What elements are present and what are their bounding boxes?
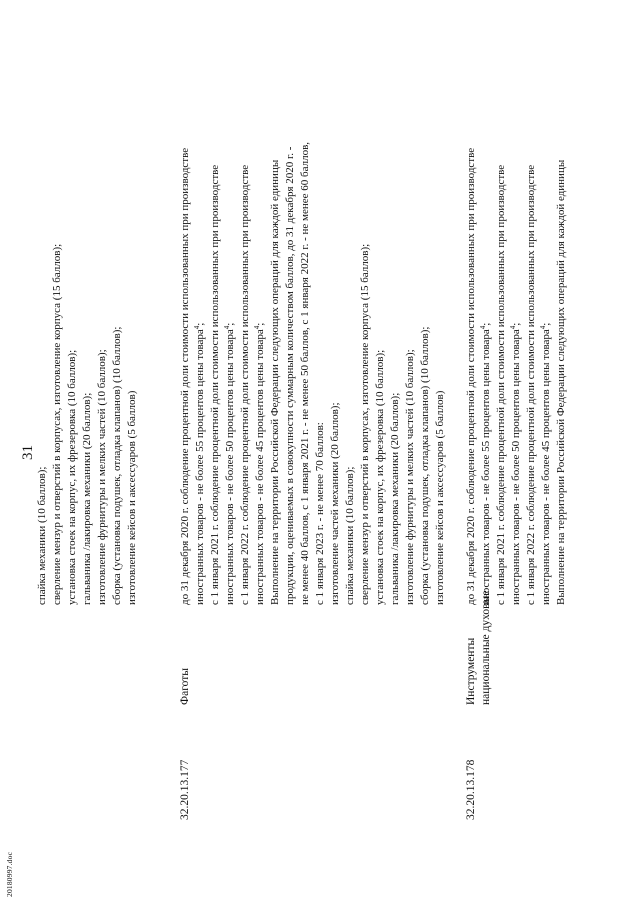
text-line: до 31 декабря 2020 г. соблюдение процентной доли стоимости использованных при производстве xyxy=(179,147,191,605)
footnote-ref: 4 xyxy=(223,325,231,330)
text-line: установка стоек на корпус, их фрезеровка (10 баллов); xyxy=(66,349,78,605)
product-name-line: национальные духовые xyxy=(480,590,492,705)
text-line: спайка механики (10 баллов); xyxy=(344,466,356,605)
text-line: изготовление фурнитуры и мелких частей (10 баллов); xyxy=(404,349,416,605)
text-line: сверление мензур и отверстий в корпусах, изготовление корпуса (15 баллов); xyxy=(359,243,371,605)
text-line: сборка (установка подушек, отладка клапанов) (10 баллов); xyxy=(111,326,123,605)
text-line: сборка (установка подушек, отладка клапанов) (10 баллов); xyxy=(419,326,431,605)
text-line: установка стоек на корпус, их фрезеровка (10 баллов); xyxy=(374,349,386,605)
continuation-text xyxy=(35,25,140,605)
product-name: Фаготы xyxy=(179,668,191,705)
text-line: с 1 января 2022 г. соблюдение процентной доли стоимости использованных при производстве xyxy=(239,164,251,605)
footnote-ref: 4 xyxy=(539,325,547,330)
text-line: не менее 40 баллов, с 1 января 2021 г. - не менее 50 баллов, с 1 января 2022 г. - не менее 60 баллов, xyxy=(299,141,311,605)
text-line: иностранных товаров - не более 45 процентов цены товара$^4$; xyxy=(539,322,552,605)
text-line: изготовление кейсов и аксессуаров (5 баллов) xyxy=(126,390,138,605)
text-line: Выполнение на территории Российской Федерации следующих операций для каждой единицы xyxy=(555,159,567,605)
requirements-text xyxy=(178,25,448,605)
text-line: гальваника /лакировка механики (20 баллов); xyxy=(389,392,401,605)
text-line: спайка механики (10 баллов); xyxy=(36,466,48,605)
text-line: изготовление фурнитуры и мелких частей (10 баллов); xyxy=(96,349,108,605)
text-line: изготовление кейсов и аксессуаров (5 баллов) xyxy=(434,390,446,605)
text-line: иностранных товаров - не более 50 процентов цены товара$^4$; xyxy=(223,322,236,605)
text-line: с 1 января 2022 г. соблюдение процентной доли стоимости использованных при производстве xyxy=(525,164,537,605)
footnote-ref: 4 xyxy=(193,325,201,330)
product-code: 32.20.13.178 xyxy=(465,759,477,820)
text-line: продукции, оцениваемых в совокупности суммарным количеством баллов, до 31 декабря 2020 г. - xyxy=(284,146,296,605)
footnote-ref: 4 xyxy=(253,325,261,330)
text-line: Выполнение на территории Российской Федерации следующих операций для каждой единицы xyxy=(269,159,281,605)
text-line: иностранных товаров - не более 50 процентов цены товара$^4$; xyxy=(509,322,522,605)
text-line: иностранных товаров - не более 55 процентов цены товара$^4$; xyxy=(479,322,492,605)
text-line: до 31 декабря 2020 г. соблюдение процентной доли стоимости использованных при производстве xyxy=(465,147,477,605)
product-name-line: Инструменты xyxy=(465,637,477,705)
text-line: изготовление частей механики (20 баллов); xyxy=(329,402,341,605)
text-line: с 1 января 2023 г. - не менее 70 баллов: xyxy=(314,422,326,605)
text-line: с 1 января 2021 г. соблюдение процентной доли стоимости использованных при производстве xyxy=(209,164,221,605)
page-number: 31 xyxy=(20,445,36,460)
requirements-text xyxy=(464,25,569,605)
document-code: 20180997.doc xyxy=(5,851,14,897)
footnote-ref: 4 xyxy=(479,325,487,330)
footnote-ref: 4 xyxy=(509,325,517,330)
product-code: 32.20.13.177 xyxy=(179,759,191,820)
text-line: иностранных товаров - не более 45 процентов цены товара$^4$; xyxy=(253,322,266,605)
text-line: сверление мензур и отверстий в корпусах, изготовление корпуса (15 баллов); xyxy=(51,243,63,605)
text-line: с 1 января 2021 г. соблюдение процентной доли стоимости использованных при производстве xyxy=(495,164,507,605)
text-line: гальваника /лакировка механики (20 баллов); xyxy=(81,392,93,605)
text-line: иностранных товаров - не более 55 процентов цены товара$^4$; xyxy=(193,322,206,605)
